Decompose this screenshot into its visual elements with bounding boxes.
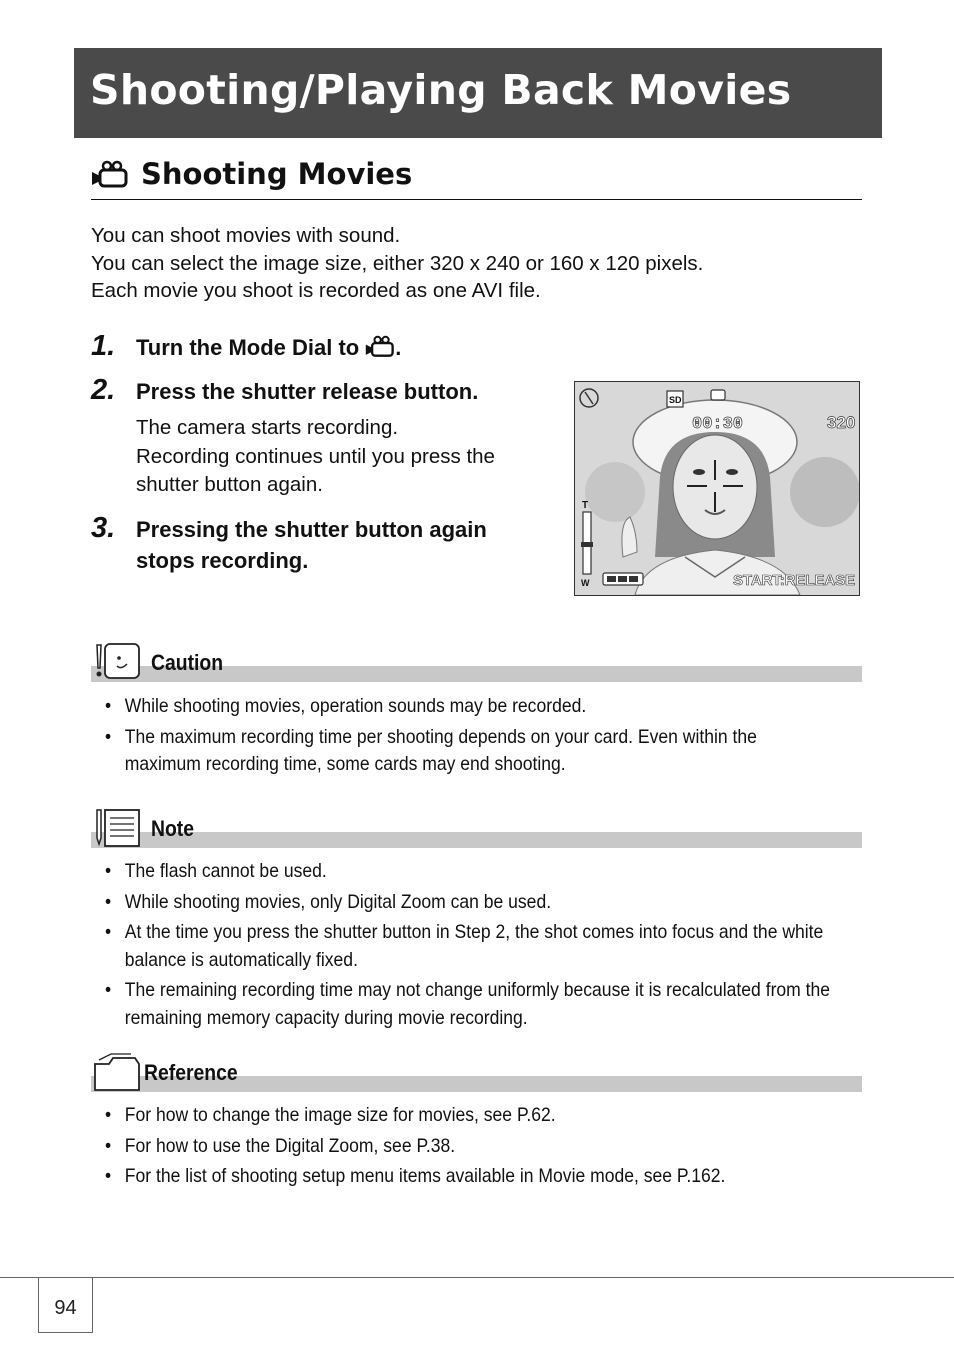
page-number-box bbox=[38, 1277, 93, 1333]
note-icon bbox=[91, 808, 143, 848]
intro-line: You can shoot movies with sound. bbox=[91, 224, 401, 247]
step-number: 2. bbox=[91, 374, 116, 406]
step-2-body bbox=[136, 414, 495, 500]
page-title: Shooting/Playing Back Movies bbox=[90, 66, 792, 114]
section-title: Shooting Movies bbox=[141, 157, 413, 191]
section-heading bbox=[91, 152, 862, 200]
caution-icon bbox=[91, 642, 143, 682]
step-3-line: Pressing the shutter button again bbox=[136, 517, 487, 542]
movie-camera-icon bbox=[91, 160, 129, 190]
step-1-suffix: . bbox=[395, 335, 402, 360]
zoom-tele-label: T bbox=[582, 500, 589, 511]
intro-line: You can select the image size, either 320 x 240 or 160 x 120 pixels. bbox=[91, 251, 704, 275]
list-item: • While shooting movies, operation sounds may be recorded. bbox=[105, 693, 863, 721]
page-number: 94 bbox=[54, 1297, 77, 1319]
note-label: Note bbox=[151, 816, 195, 841]
reference-list bbox=[105, 1102, 865, 1194]
list-item: • The maximum recording time per shooting depends on your card. Even within the maximum recording time, some cards may end shooting. bbox=[105, 724, 809, 779]
note-list bbox=[105, 858, 865, 1035]
step-body-line: Recording continues until you press the bbox=[136, 444, 495, 468]
step-3-line: stops recording. bbox=[136, 548, 309, 573]
reference-heading bbox=[91, 1052, 862, 1092]
step-body-line: shutter button again. bbox=[136, 473, 323, 496]
step-3-text bbox=[136, 514, 487, 576]
list-item: • At the time you press the shutter button in Step 2, the shot comes into focus and the white balance is automatically fixed. bbox=[105, 919, 863, 974]
start-release-label: START:RELEASE bbox=[733, 572, 855, 589]
page-title-bar bbox=[74, 48, 882, 138]
camera-screen-image bbox=[574, 381, 860, 596]
list-item: • For how to change the image size for movies, see P.62. bbox=[105, 1102, 863, 1130]
caution-list bbox=[105, 693, 865, 782]
footer-rule bbox=[0, 1277, 954, 1278]
step-1-label: Turn the Mode Dial to bbox=[136, 335, 360, 360]
step-number: 1. bbox=[91, 330, 116, 362]
intro-line: Each movie you shoot is recorded as one AVI file. bbox=[91, 279, 541, 302]
step-1-text bbox=[136, 332, 401, 363]
caution-label: Caution bbox=[151, 650, 224, 675]
image-size: 320 bbox=[827, 413, 856, 432]
list-item: • For how to use the Digital Zoom, see P.38. bbox=[105, 1133, 863, 1161]
reference-icon bbox=[91, 1052, 143, 1092]
zoom-wide-label: W bbox=[581, 578, 590, 588]
list-item: • While shooting movies, only Digital Zoom can be used. bbox=[105, 889, 863, 917]
step-body-line: The camera starts recording. bbox=[136, 416, 399, 439]
list-item: • For the list of shooting setup menu items available in Movie mode, see P.162. bbox=[105, 1163, 863, 1191]
step-2-text: Press the shutter release button. bbox=[136, 379, 479, 404]
list-item: • The flash cannot be used. bbox=[105, 858, 863, 886]
camera-screen-illustration bbox=[575, 382, 859, 595]
step-number: 3. bbox=[91, 512, 116, 544]
note-bar bbox=[91, 832, 862, 848]
note-heading bbox=[91, 808, 862, 848]
movie-camera-icon bbox=[365, 335, 395, 359]
list-item: • The remaining recording time may not change uniformly because it is recalculated from the remaining memory capacity during movie recording. bbox=[105, 977, 863, 1032]
reference-label: Reference bbox=[144, 1060, 238, 1085]
sd-card-label: SD bbox=[669, 395, 682, 405]
caution-heading bbox=[91, 642, 862, 682]
recording-time: 00:30 bbox=[692, 415, 744, 434]
intro-paragraph bbox=[91, 222, 851, 305]
